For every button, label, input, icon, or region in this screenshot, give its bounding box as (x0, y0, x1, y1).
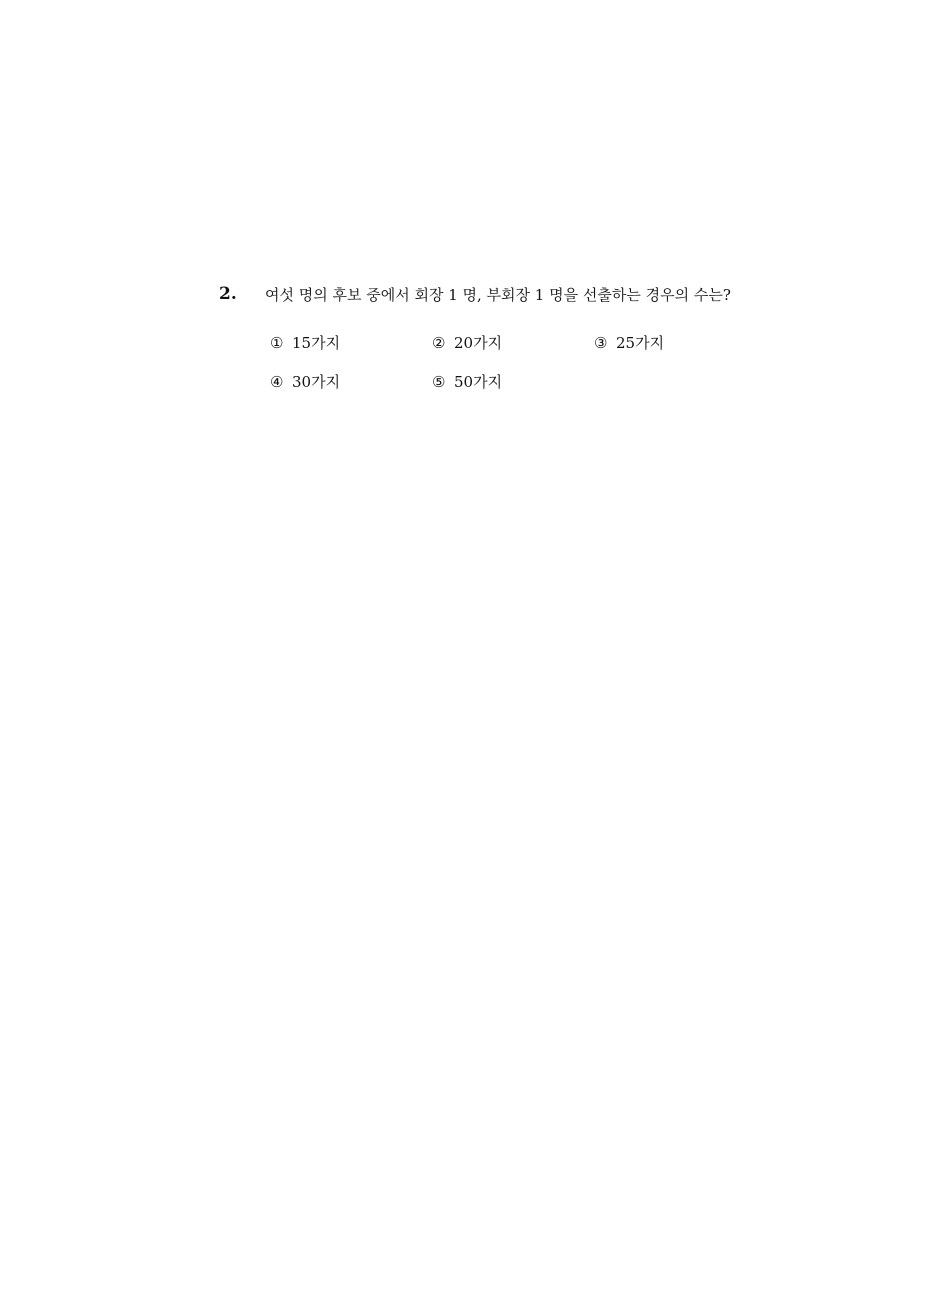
question-text: 여섯 명의 후보 중에서 회장 1 명, 부회장 1 명을 선출하는 경우의 수는? (265, 286, 731, 304)
choice-4-marker: ④ (270, 373, 284, 391)
choice-2-label: 20가지 (454, 334, 503, 352)
choice-4[interactable] (270, 371, 340, 393)
question-number: 2. (219, 284, 237, 304)
choice-2-marker: ② (432, 334, 446, 352)
choice-1[interactable] (270, 332, 340, 354)
choice-5-marker: ⑤ (432, 373, 446, 391)
choice-1-label: 15가지 (292, 334, 341, 352)
choice-3-label: 25가지 (616, 334, 665, 352)
choice-5-label: 50가지 (454, 373, 503, 391)
answer-choices (270, 332, 830, 412)
choice-3[interactable] (594, 332, 664, 354)
choice-5[interactable] (432, 371, 502, 393)
choice-2[interactable] (432, 332, 502, 354)
choice-4-label: 30가지 (292, 373, 341, 391)
choice-1-marker: ① (270, 334, 284, 352)
choice-3-marker: ③ (594, 334, 608, 352)
